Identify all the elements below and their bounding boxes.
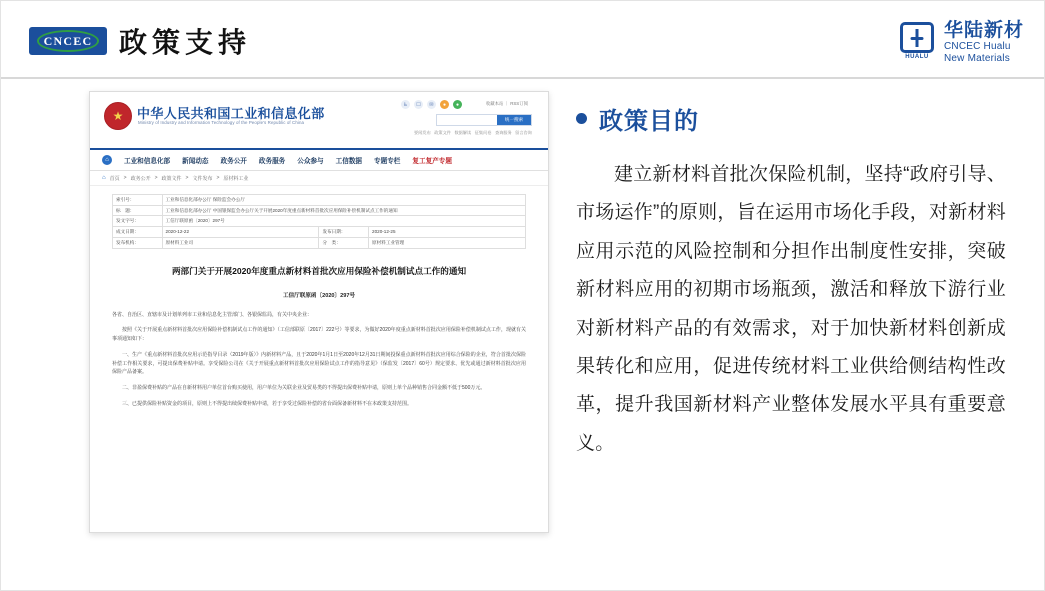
meta-label-1: 标 题：	[113, 205, 163, 216]
nav-item-6[interactable]: 专题专栏	[374, 158, 401, 165]
wheelchair-icon[interactable]: ♿	[401, 100, 410, 109]
meta-label-4: 发布机构：	[113, 237, 163, 248]
weibo-icon[interactable]: ●	[453, 100, 462, 109]
search-link-4[interactable]: 查询服务	[494, 130, 512, 135]
policy-document-screenshot	[89, 91, 549, 533]
meta-value-1: 工业和信息化部办公厅 中国银保监会办公厅关于开展2020年度重点新材料首批次应用保险补偿机制试点工作的通知	[162, 205, 525, 216]
nav-item-0[interactable]: 工业和信息化部	[124, 158, 171, 165]
breadcrumb-sep-3: >	[216, 175, 220, 181]
hualu-mark-text: HUALU	[905, 54, 929, 60]
breadcrumb-sep-1: >	[154, 175, 158, 181]
document-paragraph-2: 一、生产《重点新材料首批次应用示范指导目录（2019年版）》内新材料产品，且于2020年1月1日至2020年12月31日期间投保重点新材料首批次应用综合保险的企业，符合首批次保险补偿工作相关要求，可提出保费补贴申请。享受保险公司在《关于开展重点新材料首批次应用保险试点工作的指导意见》（保监发〔2017〕60号）规定要求、优先或通过新材料首批次应用保险产品备案。	[112, 351, 526, 376]
bullet-icon	[576, 113, 587, 124]
hualu-brand	[897, 19, 1024, 65]
right-column	[576, 101, 1006, 463]
search-link-5[interactable]: 留言咨询	[515, 130, 532, 135]
breadcrumb-item-0[interactable]: 首页	[109, 175, 120, 182]
meta-label-3: 成文日期：	[113, 227, 163, 238]
meta-value-2: 工信厅联原函〔2020〕297号	[162, 216, 525, 227]
nav-item-2[interactable]: 政务公开	[220, 158, 247, 165]
site-search-button[interactable]: 统一搜索	[497, 115, 531, 125]
breadcrumb-item-3[interactable]: 文件发布	[192, 175, 213, 182]
page-title: 政策支持	[119, 26, 252, 59]
breadcrumb-sep-2: >	[185, 175, 189, 181]
site-header	[90, 92, 548, 150]
document-title: 两部门关于开展2020年度重点新材料首批次应用保险补偿机制试点工作的通知	[171, 265, 467, 276]
meta-value-0: 工业和信息化部办公厅 保险监会办公厅	[162, 195, 525, 206]
document-body	[90, 186, 548, 409]
meta-label-3b: 发布日期：	[319, 227, 369, 238]
logo-text: CNCEC	[43, 33, 93, 48]
meta-value-4: 原材料工业司	[162, 237, 319, 248]
breadcrumb	[90, 171, 548, 186]
document-number: 工信厅联原函〔2020〕297号	[282, 292, 356, 299]
meta-value-3: 2020-12-22	[162, 227, 319, 238]
hualu-square-icon	[900, 22, 934, 53]
slide-header	[1, 1, 1045, 79]
section-heading-text: 政策目的	[599, 108, 699, 135]
site-search-links	[414, 130, 532, 136]
site-header-icons	[401, 100, 462, 109]
wechat-icon[interactable]: ●	[440, 100, 449, 109]
table-row	[113, 227, 526, 238]
hualu-brand-text	[944, 20, 1024, 64]
document-paragraph-3: 二、非盈保费补贴的产品在自新材料用户单位首台购买使用，用户单位为关联企业及贸易类的不得提出保费补贴申请，原则上单个品种销售合同金额不低于500万元。	[122, 385, 486, 392]
mobile-icon[interactable]: ☐	[414, 100, 423, 109]
search-link-0[interactable]: 要闻发布	[414, 130, 431, 135]
brand-name-cn: 华陆新材	[943, 20, 1024, 42]
meta-label-4b: 分 类：	[319, 237, 369, 248]
nav-item-highlight[interactable]: 复工复产专题	[412, 158, 452, 165]
table-row	[113, 237, 526, 248]
table-row	[113, 195, 526, 206]
document-paragraph-1: 按照《关于开展重点新材料首批次应用保险补偿机制试点工作的通知》（工信部联原〔2017〕222号）等要求，为做好2020年度重点新材料首批次应用保险补偿机制试点工作，现就有关事项通知如下：	[112, 327, 526, 343]
table-row	[113, 216, 526, 227]
table-row	[113, 205, 526, 216]
screenshot-fade	[90, 508, 548, 532]
meta-label-2: 发文字号：	[113, 216, 163, 227]
site-name: 中华人民共和国工业和信息化部	[137, 106, 325, 121]
document-meta-table	[112, 194, 526, 249]
document-paragraph-4: 三、已提供保险补贴资金的项目，原则上不得提出续保费补贴申请，若于享受过保险补偿的省台面保备新材料不在本政策支持范围。	[122, 400, 413, 407]
meta-label-0: 索引号：	[113, 195, 163, 206]
site-search-input[interactable]	[436, 114, 532, 126]
slide-content	[1, 79, 1045, 591]
hualu-mark-icon	[897, 22, 937, 62]
site-navbar	[90, 150, 548, 171]
search-link-3[interactable]: 征集问卷	[474, 130, 492, 135]
national-emblem-icon: ★	[104, 102, 132, 130]
meta-value-4b: 原材料工业管理	[369, 237, 526, 248]
breadcrumb-item-2[interactable]: 政策文件	[161, 175, 182, 182]
nav-item-4[interactable]: 公众参与	[297, 158, 324, 165]
breadcrumb-item-1[interactable]: 政务公开	[130, 175, 151, 182]
nav-item-1[interactable]: 新闻动态	[182, 158, 209, 165]
nav-item-5[interactable]: 工信数据	[335, 158, 363, 165]
brand-name-en-line1: CNCEC Hualu	[943, 41, 1011, 53]
meta-value-3b: 2020-12-25	[369, 227, 526, 238]
breadcrumb-item-4[interactable]: 原材料工业	[223, 175, 249, 182]
breadcrumb-sep-0: >	[123, 175, 127, 181]
mail-icon[interactable]: ✉	[427, 100, 436, 109]
cncec-logo	[29, 27, 107, 55]
brand-name-en-line2: New Materials	[943, 52, 1010, 64]
section-heading	[576, 101, 1006, 136]
nav-item-3[interactable]: 政务服务	[258, 158, 286, 165]
home-circle-icon[interactable]: ⌂	[102, 155, 112, 165]
site-name-en: Ministry of Industry and Information Technology of the People's Republic of China	[138, 120, 305, 125]
site-header-links[interactable]: 收藏本站 ｜ RSS订阅	[485, 101, 528, 106]
search-link-1[interactable]: 政策文件	[434, 130, 451, 135]
home-icon[interactable]: ⌂	[102, 175, 106, 181]
search-link-2[interactable]: 数据解读	[454, 130, 472, 135]
section-body-text: 建立新材料首批次保险机制，坚持“政府引导、市场运作”的原则，旨在运用市场化手段，对新材料应用示范的风险控制和分担作出制度性安排，突破新材料应用的初期市场瓶颈，激活和释放下游行业对新材料产品的有效需求，对于加快新材料创新成果转化和应用，促进传统材料工业供给侧结构性改革，提升我国新材料产业整体发展水平具有重要意义。	[576, 164, 1006, 454]
document-paragraph-0: 各省、自治区、直辖市及计划单列市工业和信息化主管部门、各银保监局，有关中央企业：	[112, 311, 313, 318]
